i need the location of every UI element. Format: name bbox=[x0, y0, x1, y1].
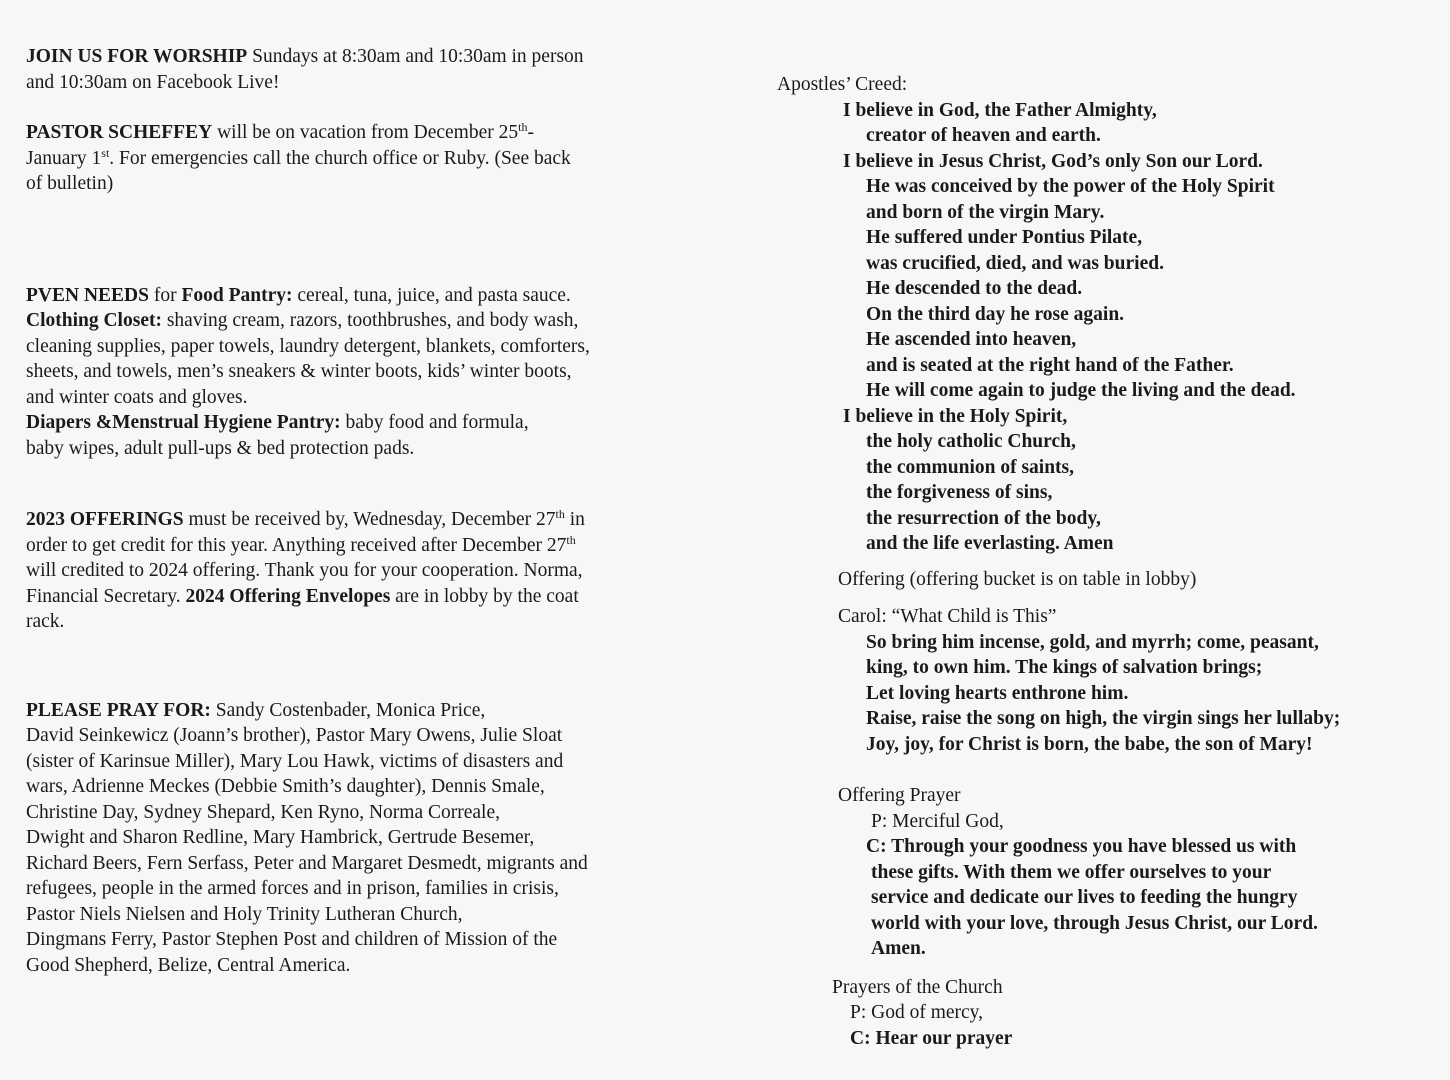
pray-heading: PLEASE PRAY FOR: bbox=[26, 699, 211, 721]
creed-title: Apostles’ Creed: bbox=[777, 74, 908, 95]
pastor-heading: PASTOR SCHEFFEY bbox=[26, 122, 213, 143]
offerings-heading: 2023 OFFERINGS bbox=[26, 509, 184, 530]
worship-announcement: JOIN US FOR WORSHIP Sundays at 8:30am and 10:30am in person and 10:30am on Facebook Live! bbox=[26, 46, 584, 93]
carol: Carol: “What Child is This” So bring him incense, gold, and myrrh; come, peasant, king, to own him. The kings of salvation brings; Let loving hearts enthrone him. Raise, raise the song on high, the virgin sings her lullaby; Joy, joy, for Christ is born, the babe, the son of Mary! bbox=[777, 604, 1437, 757]
carol-title: Carol: “What Child is This” bbox=[838, 606, 1057, 627]
offering-line: Offering (offering bucket is on table in lobby) bbox=[838, 568, 1197, 590]
prayer-list: PLEASE PRAY FOR: Sandy Costenbader, Monica Price, David Seinkewicz (Joann’s brother), Pastor Mary Owens, Julie Sloat (sister of Karinsue Miller), Mary Lou Hawk, victims of disasters and wars, Adrienne Meckes (Debbie Smith’s daughter), Dennis Smale, Christine Day, Sydney Shepard, Ken Ryno, Norma Correale, Dwight and Sharon Redline, Mary Hambrick, Gertrude Besemer, Richard Beers, Fern Serfass, Peter and Margaret Desmedt, migrants and refugees, people in the armed forces and in prison, families in crisis, Pastor Niels Nielsen and Holy Trinity Lutheran Church, Dingmans Ferry, Pastor Stephen Post and children of Mission of the Good Shepherd, Belize, Central America. bbox=[26, 699, 588, 976]
worship-heading: JOIN US FOR WORSHIP bbox=[26, 46, 248, 67]
apostles-creed: Apostles’ Creed: I believe in God, the Father Almighty, creator of heaven and earth. I believe in Jesus Christ, God’s only Son our Lord. He was conceived by the power of the Holy Spirit and born of the virgin Mary. He suffered under Pontius Pilate, was crucified, died, and was buried. He descended to the dead. On the third day he rose again. He ascended into heaven, and is seated at the right hand of the Father. He will come again to judge the living and the dead. I believe in the Holy Spirit, the holy catholic Church, the communion of saints, the forgiveness of sins, the resurrection of the body, and the life everlasting. Amen bbox=[777, 72, 1437, 557]
pven-needs: PVEN NEEDS for Food Pantry: cereal, tuna, juice, and pasta sauce. Clothing Closet: shaving cream, razors, toothbrushes, and body wash, cleaning supplies, paper towels, laundry detergent, blankets, comforters, sheets, and towels, men’s sneakers & winter boots, kids’ winter boots, and winter coats and gloves. Diapers &Menstrual Hygiene Pantry: baby food and formula, baby wipes, adult pull-ups & bed protection pads. bbox=[26, 284, 590, 459]
pven-heading: PVEN NEEDS bbox=[26, 284, 149, 306]
announcements-column bbox=[26, 44, 676, 978]
liturgy-column bbox=[777, 72, 1437, 1051]
offering-prayer-title: Offering Prayer bbox=[838, 785, 961, 806]
offering-prayer: Offering Prayer P: Merciful God, C: Through your goodness you have blessed us with these gifts. With them we offer ourselves to your service and dedicate our lives to feeding the hungry world with your love, through Jesus Christ, our Lord. Amen. bbox=[777, 783, 1437, 962]
prayers-title: Prayers of the Church bbox=[832, 976, 1003, 998]
prayers-of-the-church: Prayers of the Church P: God of mercy, C: Hear our prayer bbox=[777, 975, 1437, 1052]
offerings-announcement: 2023 OFFERINGS must be received by, Wednesday, December 27th in order to get credit for this year. Anything received after December 27th will credited to 2024 offering. Thank you for your cooperation. Norma, Financial Secretary. 2024 Offering Envelopes are in lobby by the coat rack. bbox=[26, 507, 585, 632]
pastor-announcement: PASTOR SCHEFFEY will be on vacation from December 25th- January 1st. For emergencies call the church office or Ruby. (See back of bulletin) bbox=[26, 120, 571, 194]
